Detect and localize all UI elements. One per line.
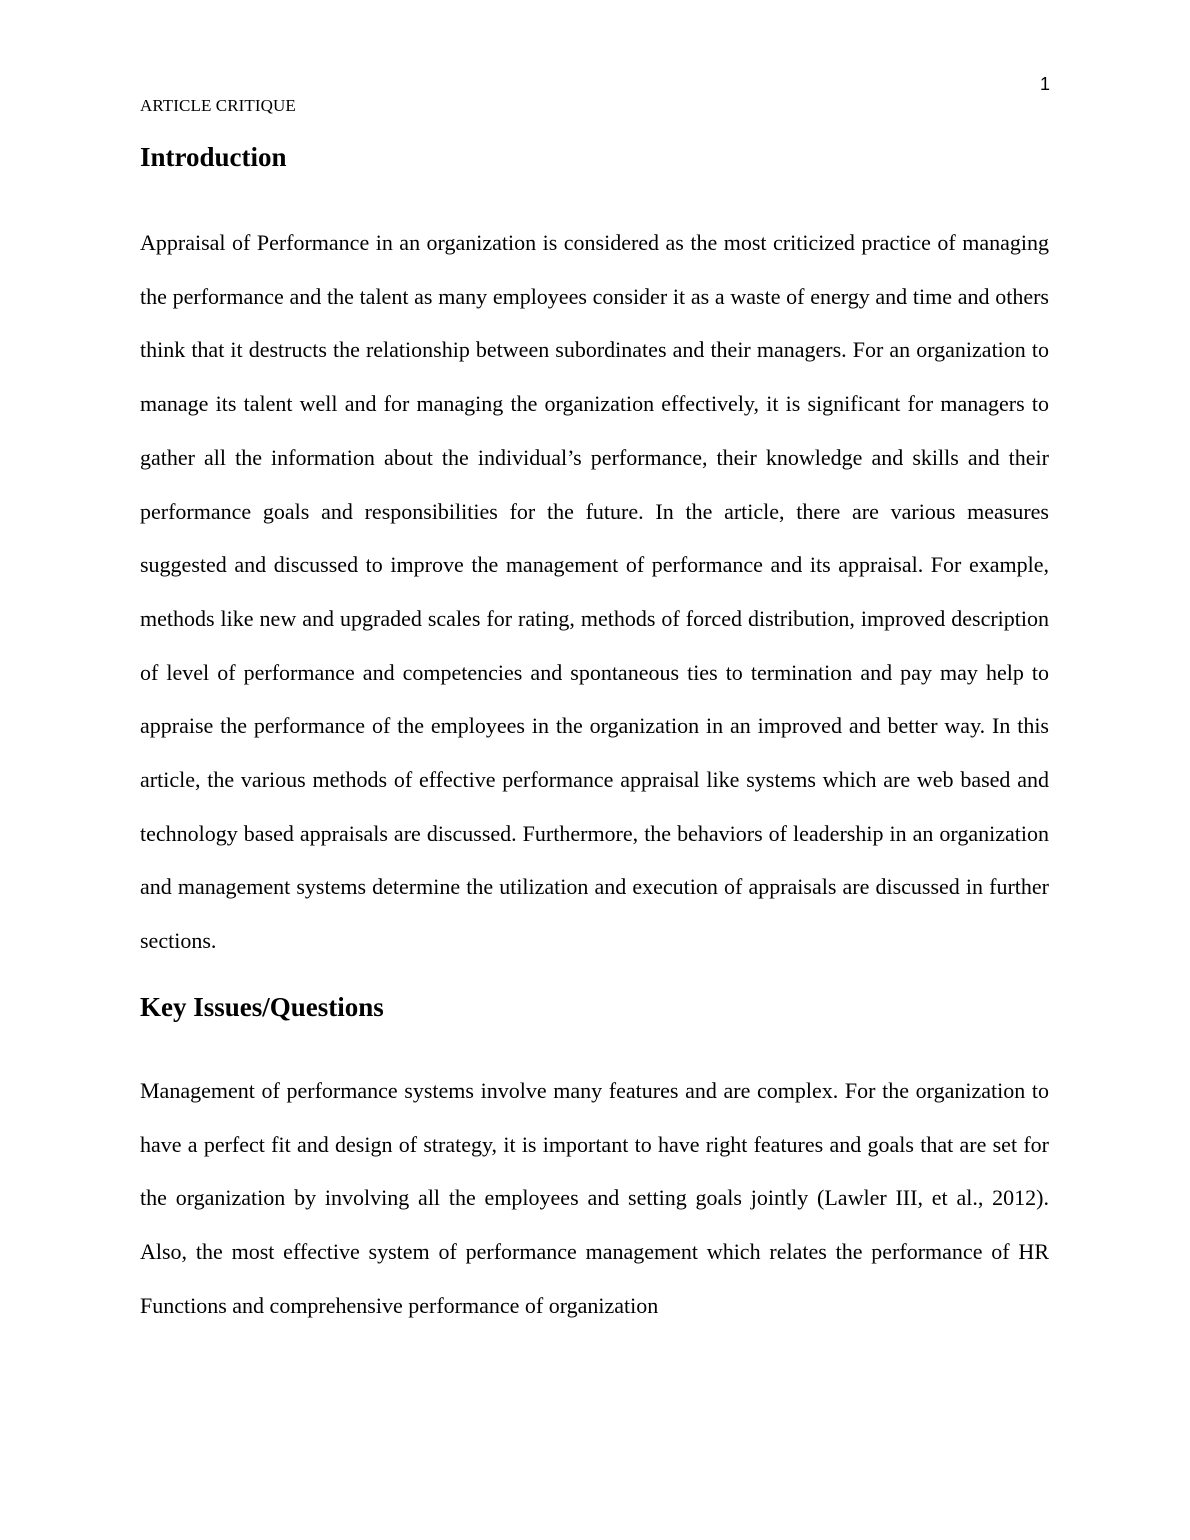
- page-number: 1: [1039, 74, 1050, 94]
- heading-key-issues: Key Issues/Questions: [140, 991, 384, 1022]
- running-head: ARTICLE CRITIQUE: [140, 96, 296, 115]
- heading-introduction: Introduction: [140, 142, 287, 172]
- paragraph-key-issues: Management of performance systems involve many features and are complex. For the organization to have a perfect fit and design of strategy, it is important to have right features and goals that are set for the organization by involving all the employees and setting goals jointly (Lawler III, et al., 2012). Also, the most effective system of performance management which relates the performance of HR Functions and comprehensive performance of organization: [140, 1077, 1049, 1318]
- paragraph-introduction: Appraisal of Performance in an organization is considered as the most criticized practice of managing the performance and the talent as many employees consider it as a waste of energy and time and others think that it destructs the relationship between subordinates and their managers. For an organization to manage its talent well and for managing the organization effectively, it is significant for managers to gather all the information about the individual’s performance, their knowledge and skills and their performance goals and responsibilities for the future. In the article, there are various measures suggested and discussed to improve the management of performance and its appraisal. For example, methods like new and upgraded scales for rating, methods of forced distribution, improved description of level of performance and competencies and spontaneous ties to termination and pay may help to appraise the performance of the employees in the organization in an improved and better way. In this article, the various methods of effective performance appraisal like systems which are web based and technology based appraisals are discussed. Furthermore, the behaviors of leadership in an organization and management systems determine the utilization and execution of appraisals are discussed in further sections.: [140, 230, 1049, 954]
- document-body: [140, 138, 1049, 1332]
